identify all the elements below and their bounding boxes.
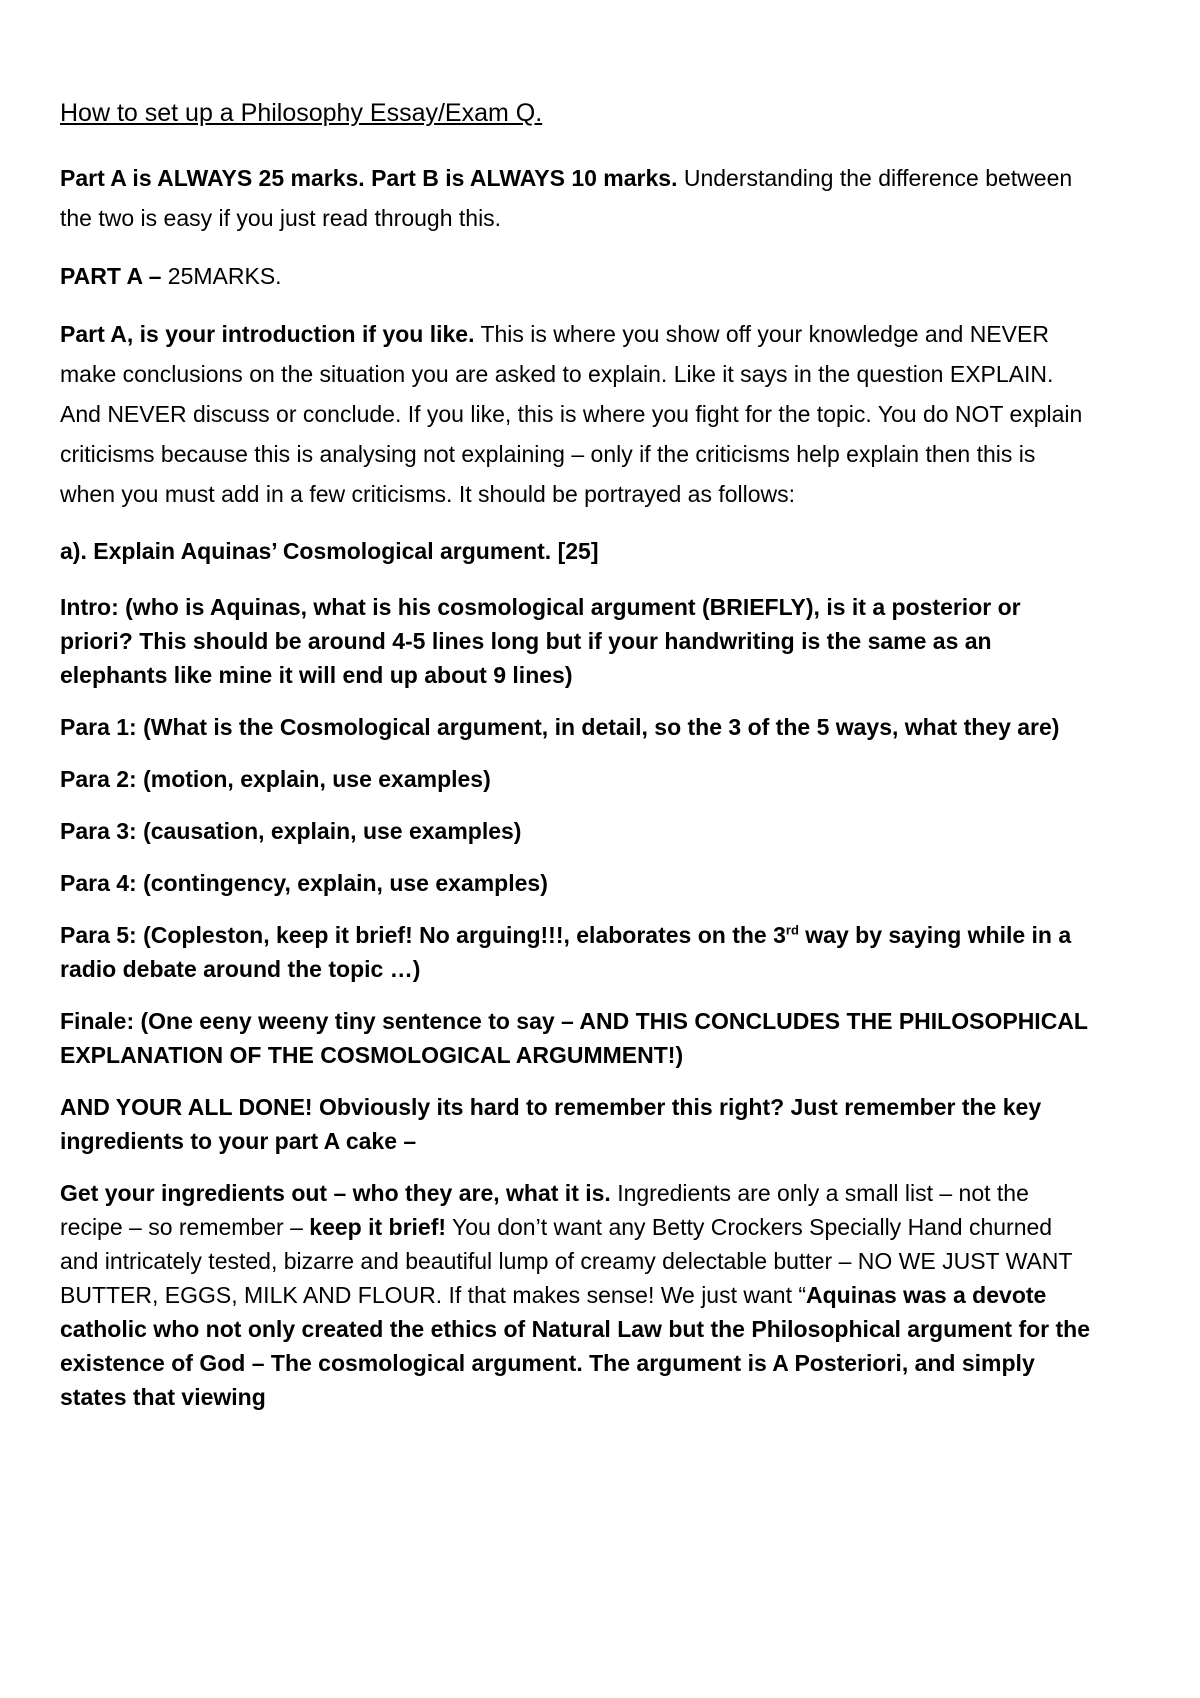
all-done-text: AND YOUR ALL DONE! Obviously its hard to remember this right? Just remember the key ingredients to your part A cake – [60,1094,1042,1154]
para-2-plan [60,762,1090,796]
para-5-superscript: rd [785,922,799,938]
part-a-description-text: This is where you show off your knowledge and NEVER make conclusions on the situation you are asked to explain. Like it says in the question EXPLAIN. And NEVER discuss or conclude. If you like, this is where you fight for the topic. You do NOT explain criticisms because this is analysing not explaining – only if the criticisms help explain then this is when you must add in a few criticisms. It should be portrayed as follows: [60,321,1083,507]
para-1-plan [60,710,1090,744]
para-5-before: Para 5: (Copleston, keep it brief! No arguing!!!, elaborates on the 3 [60,922,786,948]
ingredients-paragraph [60,1176,1090,1414]
part-a-description-bold: Part A, is your introduction if you like. [60,321,475,347]
para-5-plan [60,918,1090,986]
essay-question-text: a). Explain Aquinas’ Cosmological argument. [25] [60,538,599,564]
part-a-heading-text: 25MARKS. [167,263,282,289]
para-4-plan [60,866,1090,900]
ingredients-text-1: Ingredients are only a small list – not the recipe – so remember – [60,1180,1029,1240]
ingredients-text-2: You don’t want any Betty Crockers Specially Hand churned and intricately tested, bizarre and beautiful lump of creamy delectable butter – NO WE JUST WANT BUTTER, EGGS, MILK AND FLOUR. If that makes sense! We just want “ [60,1214,1073,1308]
document-page [60,98,1090,1414]
part-a-heading [60,256,1090,296]
part-a-description [60,314,1090,514]
para-3-plan [60,814,1090,848]
para-5-text [60,922,1071,982]
document-title: How to set up a Philosophy Essay/Exam Q. [60,99,543,127]
ingredients-bold-2: keep it brief! [309,1214,447,1240]
essay-question [60,534,1090,568]
intro-text: Understanding the difference between the two is easy if you just read through this. [60,165,1073,231]
all-done-paragraph [60,1090,1090,1158]
para-3-text: Para 3: (causation, explain, use examples) [60,818,522,844]
ingredients-bold-3: Aquinas was a devote catholic who not only created the ethics of Natural Law but the Philosophical argument for the existence of God – The cosmological argument. The argument is A Posteriori, and simply states that viewing [60,1282,1091,1410]
intro-plan-text: Intro: (who is Aquinas, what is his cosmological argument (BRIEFLY), is it a posterior or priori? This should be around 4-5 lines long but if your handwriting is the same as an elephants like mine it will end up about 9 lines) [60,594,1021,688]
intro-plan [60,590,1090,692]
finale-plan [60,1004,1090,1072]
para-5-after: way by saying while in a radio debate around the topic …) [60,922,1072,982]
finale-text: Finale: (One eeny weeny tiny sentence to say – AND THIS CONCLUDES THE PHILOSOPHICAL EXPLANATION OF THE COSMOLOGICAL ARGUMMENT!) [60,1008,1088,1068]
para-2-text: Para 2: (motion, explain, use examples) [60,766,491,792]
intro-bold: Part A is ALWAYS 25 marks. Part B is ALWAYS 10 marks. [60,165,678,191]
para-4-text: Para 4: (contingency, explain, use examples) [60,870,548,896]
ingredients-bold-1: Get your ingredients out – who they are, what it is. [60,1180,611,1206]
para-1-text: Para 1: (What is the Cosmological argument, in detail, so the 3 of the 5 ways, what they are) [60,714,1060,740]
part-a-heading-bold: PART A – [60,263,168,289]
intro-paragraph [60,158,1090,238]
